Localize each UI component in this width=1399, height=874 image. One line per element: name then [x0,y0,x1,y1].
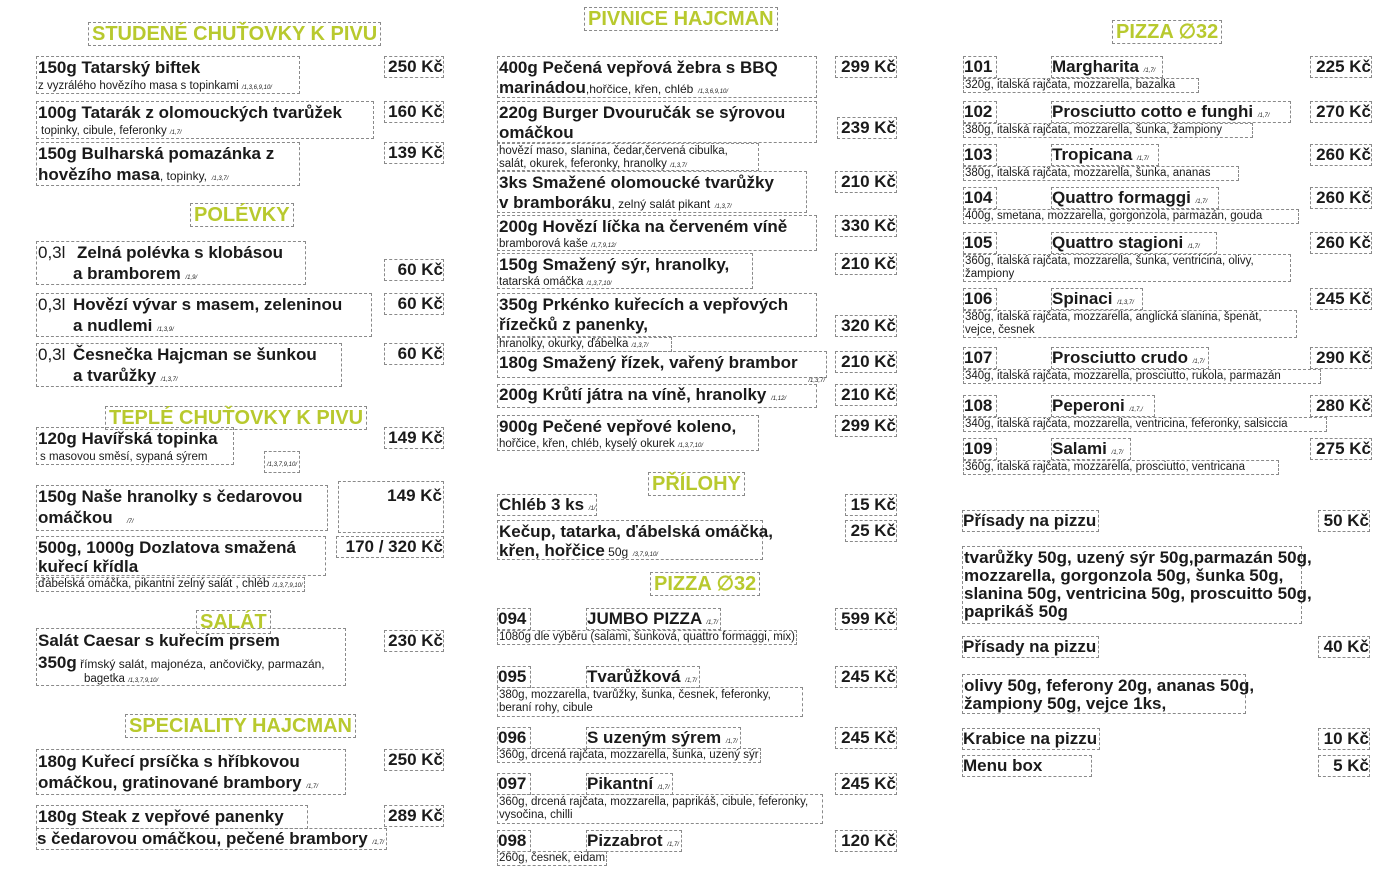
item-description: hranolky, okurky, ďábelka [499,338,629,350]
pizza-name: Salami [1052,439,1107,458]
pizza-name: JUMBO PIZZA [587,609,702,628]
price: 270 Kč [1310,101,1372,123]
allergens: /1,7/ [657,785,670,791]
pizza-name: Tvarůžková [587,667,681,686]
pizza-name-box [586,608,721,630]
toppings-line: slanina 50g, ventricina 50g, proscuitto 50g, [964,584,1312,603]
item-name-line2: marinádou [499,78,586,97]
pizza-name: Tropicana [1052,145,1133,164]
allergens: /1,7,9,12/ [591,243,617,249]
pizza-name: Margharita [1052,57,1139,76]
toppings-list-50 [962,546,1312,624]
menu-item-hovezi-licka [497,215,817,251]
item-name: Chléb 3 ks [499,495,585,514]
pizza-description-box [497,687,803,717]
pizza-description-box [963,310,1297,338]
item-name: 400g Pečená vepřová žebra s BBQ [499,58,778,77]
pizza-name: Spinaci [1052,289,1113,308]
pizza-number: 109 [963,438,997,460]
menu-item-tatarsky-biftek [36,56,300,94]
price: 245 Kč [835,666,897,688]
price: 210 Kč [835,171,897,193]
pizza-name: Pizzabrot [587,831,663,850]
pizza-number: 095 [497,666,531,688]
pizza-number: 103 [963,144,997,166]
item-name: Kečup, tatarka, ďábelská omáčka, [499,522,773,541]
allergens: /1,7/ [1143,68,1156,74]
pizza-description: 360g, italská rajčata, mozzarella, šunka, ventricina, olivy, [965,255,1254,267]
pizza-name-box [586,773,673,795]
item-name-line2: a tvarůžky [73,366,157,385]
pizza-name: Pikantní [587,774,654,793]
pizza-box-label: Krabice na pizzu [962,728,1100,750]
allergens: /1,3,9/ [157,327,174,333]
allergens: /1,12/ [771,396,787,402]
toppings-line: olivy 50g, feferony 20g, ananas 50g, [964,676,1255,695]
allergens: /1,3,7/ [670,163,687,169]
pizza-description: 320g, italská rajčata, mozzarella, bazalka [965,79,1176,91]
pizza-name-box [1051,56,1163,78]
item-name: 100g Tatarák z olomouckých tvarůžek [38,103,342,122]
pizza-description-box [963,369,1321,384]
allergens: /1,3,7,9,10/ [272,583,303,589]
item-description: , zelný salát pikant [611,197,711,211]
price: 210 Kč [835,384,897,406]
toppings-label-40: Přísady na pizzu [962,636,1099,658]
item-description: ,hořčice, křen, chléb [585,82,694,96]
item-name: Salát Caesar s kuřecím prsem [38,631,280,650]
allergens: /1,3,7/ [714,204,732,210]
price: 5 Kč [1318,755,1370,777]
price: 50 Kč [1318,510,1370,532]
item-name: Zelná polévka s klobásou [77,243,283,262]
pizza-number: 104 [963,187,997,209]
allergens: /1,3,7,9,10/ [267,462,298,468]
item-name: 3ks Smažené olomoucké tvarůžky [499,173,774,192]
toppings-line: tvarůžky 50g, uzený sýr 50g,parmazán 50g, [964,548,1312,567]
allergens: /1,7/ [1192,359,1205,365]
pizza-description: 360g, drcená rajčata, mozzarella, šunka, uzený sýr [499,749,759,761]
item-name-line2: kuřecí křídla [38,557,139,576]
pizza-description-box [963,417,1327,432]
allergens: /1,7,/ [1129,407,1143,413]
menu-item-zelna-polevka [36,241,306,285]
price: 25 Kč [845,520,897,542]
allergens: /1/ [588,506,596,512]
menu-item-hranolky-cedar [36,485,328,531]
item-name: 180g Kuřecí prsíčka s hříbkovou [38,752,300,771]
allergens: /1,7/ [372,840,385,846]
allergens: /1,7/ [169,130,182,136]
toppings-line: paprikáš 50g [964,602,1068,621]
price: 15 Kč [845,494,897,516]
toppings-label-50: Přísady na pizzu [962,510,1099,532]
item-name-line2: omáčkou [38,508,113,527]
menu-item-steak-panenka [36,805,308,829]
item-name: 220g Burger Dvouručák se sýrovou [499,103,786,122]
allergens: /1,7/ [725,739,738,745]
pizza-name-box [1051,347,1209,369]
pizza-description-box [963,209,1299,224]
price: 230 Kč [384,630,444,652]
pizza-name-box [1051,438,1131,460]
pizza-description: 260g, česnek, eidam [499,852,606,864]
pizza-name-box [1051,144,1159,166]
pizza-name-box [1051,288,1143,310]
item-name: Česnečka Hajcman se šunkou [73,345,317,364]
heading-specialities: SPECIALITY HAJCMAN [125,714,356,738]
price: 225 Kč [1310,56,1372,78]
menu-item-burger [497,101,817,143]
heading-sides: PŘÍLOHY [648,472,745,496]
heading-warm-snacks: TEPLÉ CHUŤOVKY K PIVU [105,406,367,430]
price: 299 Kč [835,415,897,437]
heading-pivnice: PIVNICE HAJCMAN [584,7,778,31]
menu-item-veprova-zebra [497,56,817,98]
item-name-line2: hovězího masa [38,165,160,184]
item-name: 150g Naše hranolky s čedarovou [38,487,303,506]
allergens-box [264,451,300,473]
allergens: /1,7/ [1195,199,1208,205]
item-name-line2: omáčkou [499,123,574,142]
item-description: hořčice, křen, chléb, kyselý okurek [499,438,675,450]
price: 260 Kč [1310,232,1372,254]
pizza-description-box [963,123,1253,138]
item-name: 120g Havířská topinka [38,429,218,448]
item-description: ďábelská omáčka, pikantní zelný salát , chléb [38,578,270,590]
pizza-name-box [586,727,741,749]
pizza-name: Peperoni [1052,396,1125,415]
pizza-number: 107 [963,347,997,369]
menu-item-kruti-jatra [497,384,817,408]
item-name-line2: řízečků z panenky, [499,315,648,334]
allergens: /1,7/ [1111,450,1124,456]
pizza-description: 1080g dle výběru (salami, šunková, quattro formaggi, mix) [499,631,795,643]
toppings-line: žampiony 50g, vejce 1ks, [964,694,1167,713]
price: 250 Kč [384,56,444,78]
pizza-description-box [963,166,1239,181]
toppings-list-40 [962,674,1255,714]
allergens: /1,3,7,10/ [586,281,612,287]
item-name: 200g Hovězí líčka na červeném víně [499,217,788,236]
menu-item-kureci-kridla [36,536,326,576]
item-name: 900g Pečené vepřové koleno, [499,417,737,436]
pizza-number: 094 [497,608,531,630]
price: 139 Kč [384,142,444,164]
pizza-description: 360g, italská rajčata, mozzarella, prosciutto, ventricana [965,461,1245,473]
price: 60 Kč [384,293,444,315]
price: 275 Kč [1310,438,1372,460]
pizza-description-box [963,78,1199,93]
pizza-name-box [1051,395,1155,417]
toppings-line: mozzarella, gorgonzola 50g, šunka 50g, [964,566,1284,585]
price: 245 Kč [1310,288,1372,310]
price: 149 Kč [384,427,444,449]
item-name-line2-box [36,828,387,850]
item-name: 180g Smažený řízek, vařený brambor [499,353,798,372]
item-description-box [497,143,759,171]
menu-item-prkenko [497,293,817,337]
heading-salad: SALÁT [196,610,271,634]
price: 599 Kč [835,608,897,630]
price: 330 Kč [835,215,897,237]
price: 170 / 320 Kč [336,536,444,558]
menu-item-cesnecka [36,343,342,387]
item-description: , topinky, [159,169,208,183]
item-name-line2: s čedarovou omáčkou, pečené brambory [37,829,368,848]
allergens: /1,3,7/ [808,378,825,384]
item-name: Hovězí vývar s masem, zeleninou [73,295,343,314]
menu-item-tatarak-tvaruzky [36,101,374,139]
pizza-description-box [963,254,1291,282]
item-name: 180g Steak z vepřové panenky [38,807,284,826]
heading-soups: POLÉVKY [190,203,294,227]
item-description: s masovou směsí, sypaná sýrem [40,451,208,463]
pizza-description: 380g, italská rajčata, mozzarella, šunka, ananas [965,167,1211,179]
item-description: bramborová kaše [499,238,588,250]
price: 245 Kč [835,727,897,749]
menu-item-kureci-prsicka [36,749,346,795]
price: 210 Kč [835,351,897,373]
item-description-line2: bagetka [84,673,125,685]
menu-item-hovezi-vyvar [36,293,372,337]
price: 210 Kč [835,253,897,275]
price: 60 Kč [384,259,444,281]
allergens: /1,7/ [706,620,719,626]
pizza-description: 340g, italská rajčata, mozzarella, ventricina, feferonky, salsiccia [965,418,1288,430]
allergens: /1,3,7/ [211,176,229,182]
pizza-description-box [497,794,823,824]
heading-pizza-col2: PIZZA ∅32 [650,572,760,596]
menu-item-smazene-tvaruzky [497,171,807,213]
allergens: /1,3,7,10/ [677,443,704,449]
pizza-description-line2: beraní rohy, cibule [499,702,593,714]
price: 289 Kč [384,805,444,827]
price: 245 Kč [835,773,897,795]
pizza-name-box [1051,232,1217,254]
allergens: /1,7/ [1188,244,1200,250]
item-name: 500g, 1000g Dozlatova smažená [38,538,296,557]
pizza-number: 105 [963,232,997,254]
pizza-number: 101 [963,56,997,78]
allergens: /1,3,7,9,10/ [128,678,159,684]
price: 10 Kč [1318,728,1370,750]
price: 280 Kč [1310,395,1372,417]
item-description: z vyzrálého hovězího masa s topinkami [38,80,239,92]
menu-item-smazeny-syr [497,253,753,289]
item-name-line2: a nudlemi [73,316,153,335]
price-box [338,481,444,533]
allergens: /1,3,7/ [631,343,649,349]
menu-item-bulharska-pomazanka [36,142,300,186]
pizza-name: Prosciutto cotto e funghi [1052,102,1254,121]
pizza-name: Prosciutto crudo [1052,348,1189,367]
menu-item-veprove-koleno [497,415,759,451]
allergens: /1,3,7/ [160,377,178,383]
item-name: 150g Tatarský biftek [38,58,201,77]
pizza-description: 380g, italská rajčata, mozzarella, anglická slanina, špenát, [965,311,1262,323]
item-name: 150g Smažený sýr, hranolky, [499,255,730,274]
pizza-name-box [1051,101,1291,123]
menu-item-omacky [497,520,773,560]
price: 149 Kč [387,486,442,505]
allergens: /1,7/ [306,784,318,790]
allergens: /3,7,9,10/ [632,552,658,558]
pizza-name-box [586,666,700,688]
pizza-name: Quattro formaggi [1052,188,1191,207]
pizza-description: 360g, drcená rajčata, mozzarella, paprikáš, cibule, feferonky, [499,796,809,808]
allergens: /1,7/ [667,842,679,848]
item-name-line2: v bramboráku [499,193,612,212]
price: 239 Kč [837,117,897,139]
pizza-description: 340g, italská rajčata, mozzarella, prosciutto, rukola, parmazán [965,370,1281,382]
pizza-number: 097 [497,773,531,795]
pizza-description-line2: vejce, česnek [965,324,1035,336]
pizza-name-box [1051,187,1219,209]
item-description-box [497,337,672,352]
pizza-description-box [963,460,1279,475]
item-name-line2: omáčkou, gratinované brambory [38,773,302,792]
portion-size: 0,3l [38,295,66,314]
allergens: /1,3,6,9,10/ [698,89,729,95]
price: 160 Kč [384,101,444,123]
item-name-line2: 350g [38,653,77,672]
heading-pizza-col3: PIZZA ∅32 [1112,20,1222,44]
pizza-description-line2: vysočina, chilli [499,809,573,821]
item-description: 50g [604,545,629,559]
price: 320 Kč [835,315,897,337]
price: 260 Kč [1310,187,1372,209]
price: 299 Kč [835,56,897,78]
allergens: /1,9/ [185,275,198,281]
portion-size: 0,3l [38,345,66,364]
pizza-number: 106 [963,288,997,310]
price: 40 Kč [1318,636,1370,658]
price: 60 Kč [384,343,444,365]
item-description: topinky, cibule, feferonky [41,125,167,137]
pizza-description: 380g, italská rajčata, mozzarella, šunka, žampiony [965,124,1222,136]
item-description: tatarská omáčka [499,276,584,288]
pizza-description: 400g, smetana, mozzarella, gorgonzola, parmazán, gouda [965,210,1263,222]
menu-item-caesar-salat [36,628,346,686]
menu-item-chleb [497,494,597,516]
item-name-line2: a bramborem [73,264,181,283]
pizza-number: 096 [497,727,531,749]
menu-item-smazeny-rizek [497,351,827,384]
price: 120 Kč [835,830,897,852]
pizza-description: 380g, mozzarella, tvarůžky, šunka, česnek, feferonky, [499,689,771,701]
menu-item-havirska-topinka [36,427,234,465]
allergens: /1,3,6,9,10/ [241,85,272,91]
item-description-box [36,577,305,592]
price: 250 Kč [384,749,444,771]
pizza-number: 098 [497,830,531,852]
item-description-line2: salát, okurek, feferonky, hranolky [499,158,667,170]
price: 260 Kč [1310,144,1372,166]
item-description: hovězí maso, slanina, čedar,červená cibulka, [499,145,728,157]
price: 290 Kč [1310,347,1372,369]
pizza-name: S uzeným sýrem [587,728,722,747]
allergens: /1,7/ [1257,113,1270,119]
item-name: 200g Krůtí játra na víně, hranolky [499,385,767,404]
portion-size: 0,3l [38,243,66,262]
pizza-number: 102 [963,101,997,123]
pizza-name: Quattro stagioni [1052,233,1184,252]
allergens: /7/ [126,519,134,525]
item-name: 350g Prkénko kuřecích a vepřových [499,295,789,314]
item-name: 150g Bulharská pomazánka z [38,144,275,163]
pizza-name-box [586,830,682,852]
item-description: římský salát, majonéza, ančovičky, parmazán, [76,657,325,671]
allergens: /1,7/ [685,678,697,684]
heading-cold-snacks: STUDENÉ CHUŤOVKY K PIVU [88,22,381,46]
allergens: /1,3,7/ [1117,300,1134,306]
allergens: /1,7/ [1137,156,1149,162]
menu-box-label: Menu box [962,755,1092,777]
item-name-line2: křen, hořčice [499,541,605,560]
pizza-number: 108 [963,395,997,417]
pizza-description-line2: žampiony [965,268,1015,280]
